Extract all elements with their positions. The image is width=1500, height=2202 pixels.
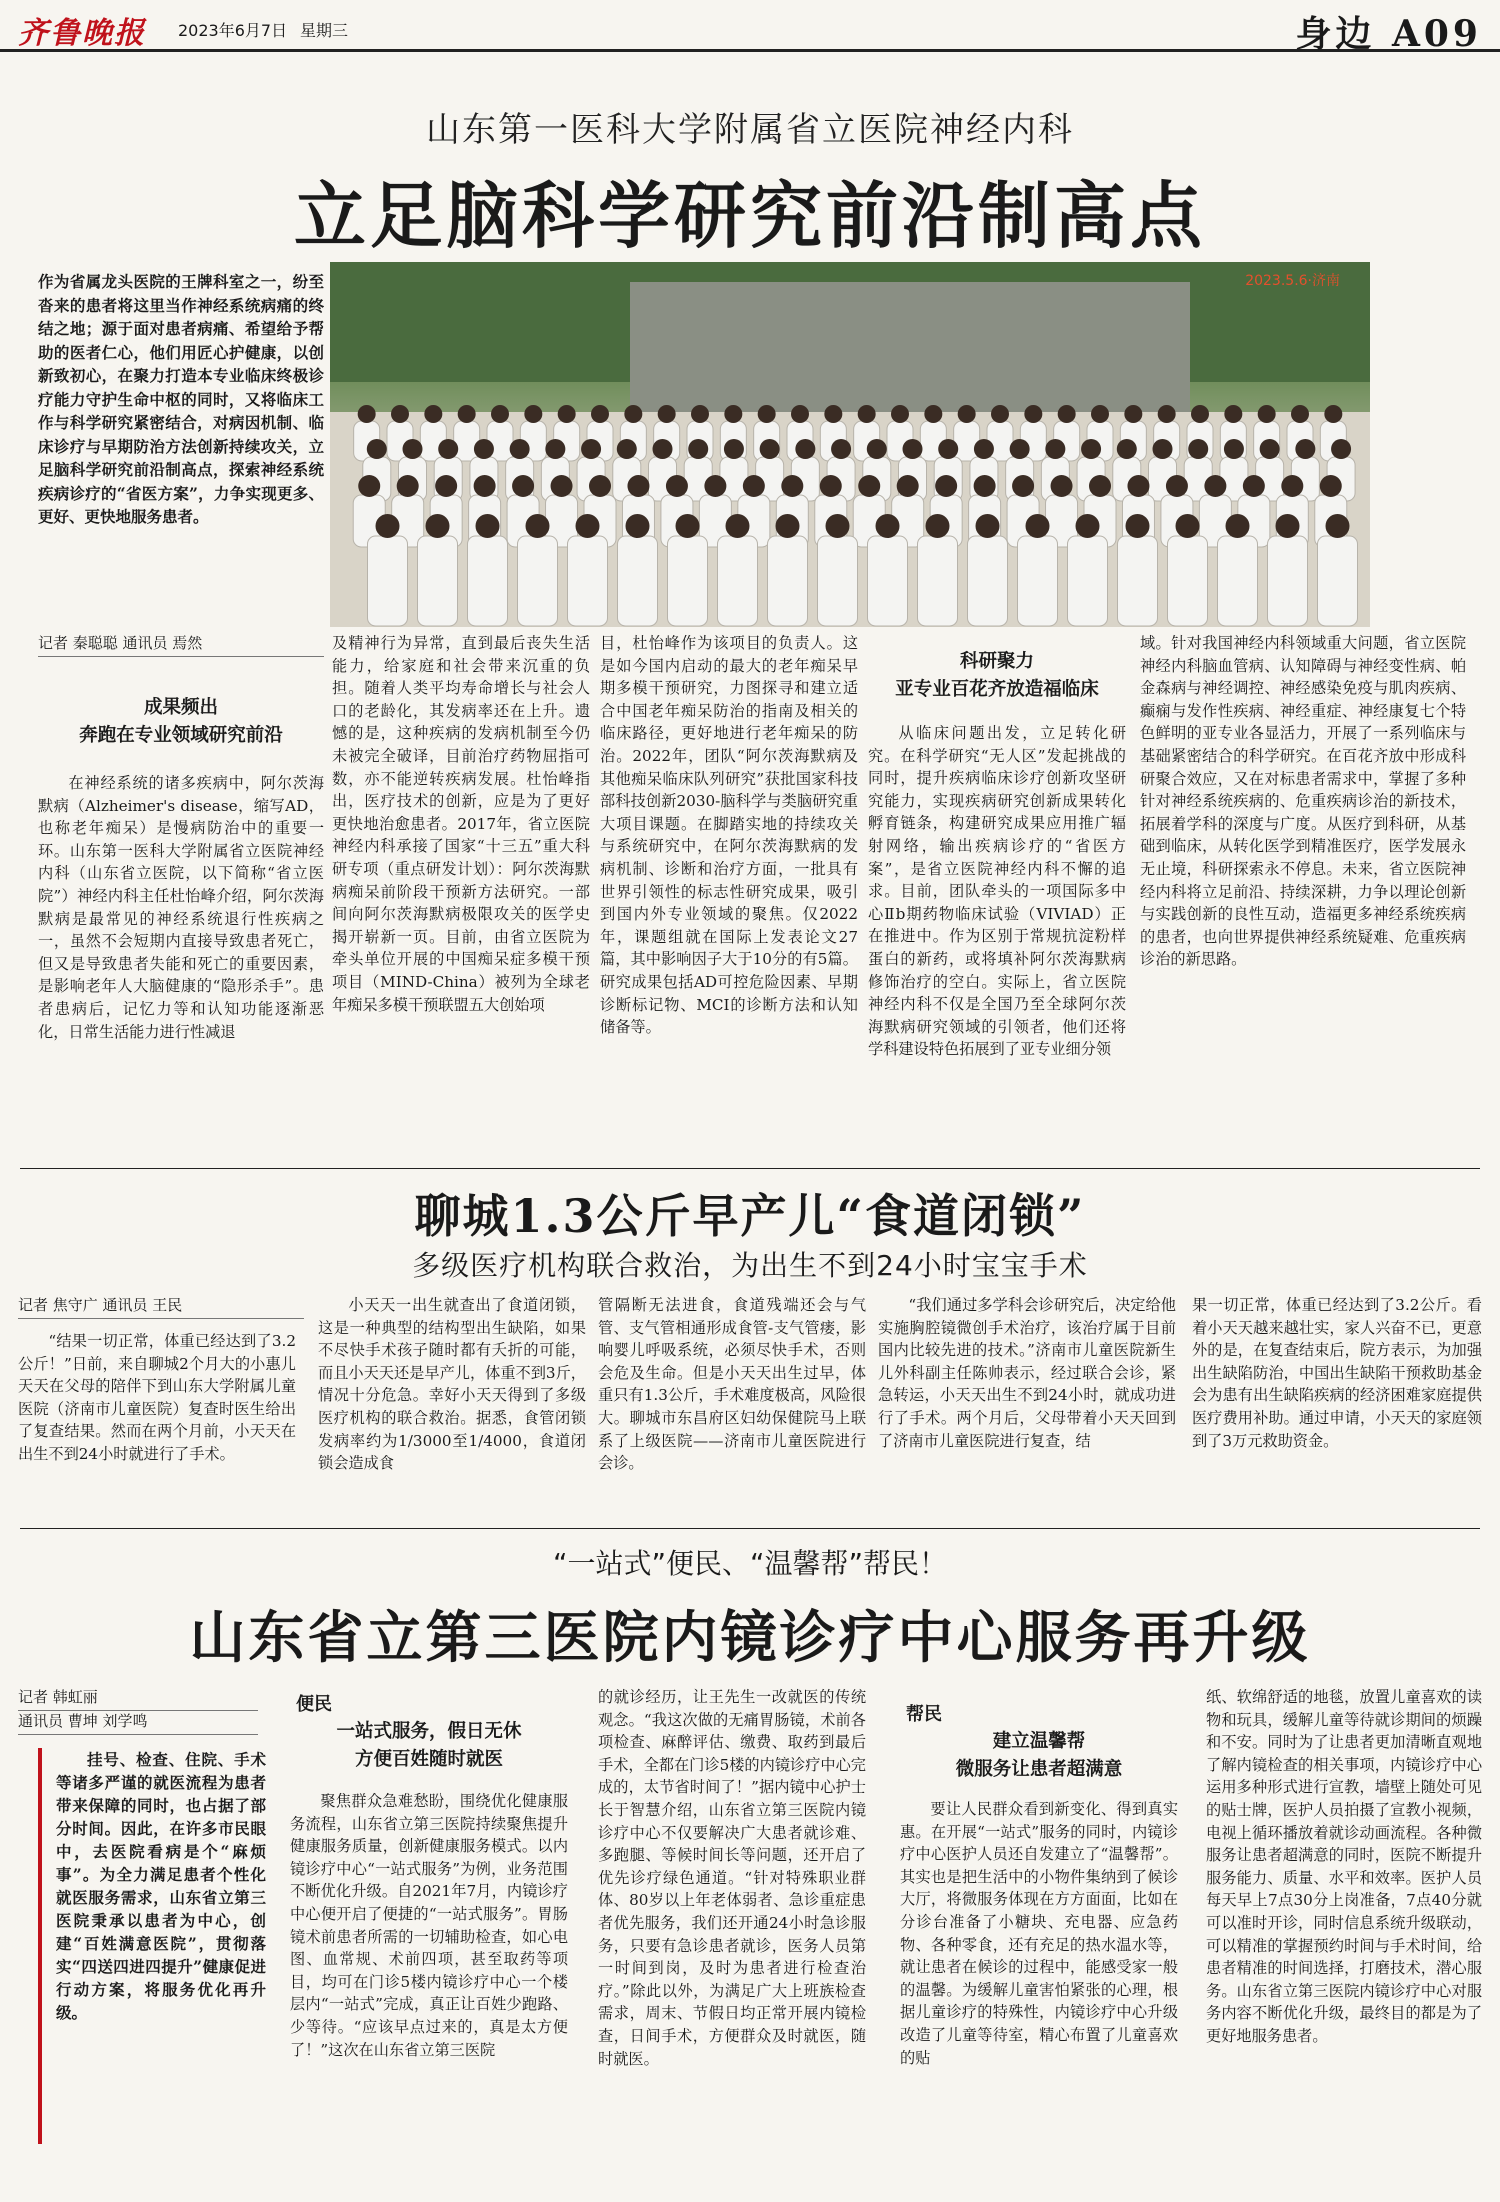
- story3-column-2-text: 聚焦群众急难愁盼，围绕优化健康服务流程，山东省立第三医院持续聚焦提升健康服务质量，创新健康服务模式。以内镜诊疗中心“一站式服务”为例，业务范围不断优化升级。自2021年7月，内镜诊疗中心便开启了便捷的“一站式服务”。胃肠镜术前患者所需的一切辅助检查，如心电图、血常规、术前四项，甚至取药等项目，均可在门诊5楼内镜诊疗中心一个楼层内“一站式”完成，真正让百姓少跑路、少等待。“应该早点过来的，真是太方便了！”这次在山东省立第三医院: [290, 1792, 568, 2059]
- person-head: [820, 475, 842, 497]
- person-head: [903, 439, 923, 459]
- person-head: [658, 405, 676, 423]
- person-body: [718, 536, 758, 626]
- story3-kicker: “一站式”便民、“温馨帮”帮民！: [552, 1547, 948, 1580]
- masthead: [0, 0, 1500, 55]
- person-head: [1331, 439, 1351, 459]
- story3-byline-1: 记者 韩虹丽: [18, 1686, 258, 1711]
- person-head: [1166, 475, 1188, 497]
- person-head: [1324, 405, 1342, 423]
- person-head: [358, 475, 380, 497]
- story2-headline: 聊城1.3公斤早产儿“食道闭锁”: [414, 1189, 1086, 1243]
- story3-column-5-text: 纸、软绵舒适的地毯，放置儿童喜欢的读物和玩具，缓解儿童等待就诊期间的烦躁和不安。同时为了让患者更加清晰直观地了解内镜检查的相关事项，内镜诊疗中心运用多种形式进行宣教，墙壁上随处可见的贴士牌，医护人员拍摄了宣教小视频，电视上循环播放着就诊动画流程。各种微服务让患者超满意的同时，医院不断提升服务能力、质量、水平和效率。医护人员每天早上7点30分上岗准备，7点40分就可以准时开诊，同时信息系统升级联动，可以精准的掌握预约时间与手术时间，给患者精准的时间选择，打磨技术，潜心服务。山东省立第三医院内镜诊疗中心对服务内容不断优化升级，最终目的都是为了更好地服务患者。: [1206, 1688, 1482, 2045]
- person-head: [476, 514, 500, 538]
- person-head: [1081, 439, 1101, 459]
- story3-subhead-line-1: 一站式服务，假日无休: [336, 1721, 522, 1742]
- person-head: [438, 439, 458, 459]
- person-head: [826, 514, 850, 538]
- story2-column-4-text: “我们通过多学科会诊研究后，决定给他实施胸腔镜微创手术治疗，该治疗属于目前国内比较先进的技术。”济南市儿童医院新生儿外科副主任陈帅表示，经过联合会诊，紧急转运，小天天出生不到24小时，就成功进行了手术。两个月后，父母带着小天天回到了济南市儿童医院进行复查，结: [878, 1296, 1176, 1450]
- person-head: [1158, 405, 1176, 423]
- person-body: [368, 536, 408, 626]
- person-head: [876, 514, 900, 538]
- person-head: [704, 475, 726, 497]
- person-head: [1127, 475, 1149, 497]
- story1-column-1-text: 在神经系统的诸多疾病中，阿尔茨海默病（Alzheimer's disease，缩写AD，也称老年痴呆）是慢病防治中的重要一环。山东第一医科大学附属省立医院神经内科（山东省立医院，以下简称“省立医院”）神经内科主任杜怡峰介绍，阿尔茨海默病是最常见的神经系统退行性疾病之一，虽然不会短期内直接导致患者死亡，但又是导致患者失能和死亡的重要因素，是影响老年人大脑健康的“隐形杀手”。患者患病后，记忆力等和认知功能逐渐恶化，日常生活能力进行性减退: [38, 774, 324, 1041]
- issue-date: 2023年6月7日: [178, 21, 288, 40]
- story1-byline: 记者 秦聪聪 通讯员 焉然: [38, 632, 324, 657]
- person-head: [760, 439, 780, 459]
- person-head: [776, 514, 800, 538]
- story2-column-2-text: 小天天一出生就查出了食道闭锁，这是一种典型的结构型出生缺陷，如果不尽快手术孩子随时都有夭折的可能，而且小天天还是早产儿，体重不到3斤，情况十分危急。幸好小天天得到了多级医疗机构的联合救治。据悉，食管闭锁发病率约为1/3000至1/4000，食道闭锁会造成食: [318, 1296, 586, 1473]
- person-head: [627, 475, 649, 497]
- person-head: [1260, 439, 1280, 459]
- person-body: [954, 421, 980, 461]
- person-head: [1224, 439, 1244, 459]
- person-head: [1276, 514, 1300, 538]
- story3-label-1: 便民: [296, 1694, 332, 1715]
- person-head: [435, 475, 457, 497]
- person-head: [867, 439, 887, 459]
- person-head: [1012, 475, 1034, 497]
- person-body: [418, 536, 458, 626]
- person-head: [426, 514, 450, 538]
- person-head: [1326, 514, 1350, 538]
- person-head: [581, 439, 601, 459]
- story2-column-1-text: “结果一切正常，体重已经达到了3.2公斤！”日前，来自聊城2个月大的小惠儿天天在父母的陪伴下到山东大学附属儿童医院（济南市儿童医院）复查时医生给出了复查结果。然而在两个月前，小天天在出生不到24小时就进行了手术。: [18, 1332, 296, 1463]
- story1-subhead-1: [38, 694, 324, 750]
- person-head: [551, 475, 573, 497]
- person-head: [545, 439, 565, 459]
- person-head: [974, 439, 994, 459]
- person-head: [926, 514, 950, 538]
- person-head: [424, 405, 442, 423]
- person-head: [1226, 514, 1250, 538]
- person-head: [1026, 514, 1050, 538]
- story2-byline: 记者 焦守广 通讯员 王民: [18, 1294, 304, 1319]
- person-body: [1220, 457, 1248, 501]
- person-head: [991, 405, 1009, 423]
- person-head: [512, 475, 534, 497]
- person-head: [576, 514, 600, 538]
- person-head: [1320, 475, 1342, 497]
- person-head: [653, 439, 673, 459]
- person-head: [1243, 475, 1265, 497]
- story2-subtitle: 多级医疗机构联合救治，为出生不到24小时宝宝手术: [412, 1249, 1088, 1282]
- person-head: [743, 475, 765, 497]
- person-body: [768, 536, 808, 626]
- person-head: [824, 405, 842, 423]
- story3-subhead-2: [900, 1728, 1178, 1784]
- person-head: [781, 475, 803, 497]
- person-head: [938, 439, 958, 459]
- person-head: [591, 405, 609, 423]
- story3-headline: 山东省立第三医院内镜诊疗中心服务再升级: [189, 1605, 1311, 1671]
- person-head: [924, 405, 942, 423]
- person-body: [968, 536, 1008, 626]
- story2-column-4: [878, 1294, 1176, 1520]
- person-body: [918, 536, 958, 626]
- person-head: [1126, 514, 1150, 538]
- story3-column-4-text: 要让人民群众看到新变化、得到真实惠。在开展“一站式”服务的同时，内镜诊疗中心医护人员还自发建立了“温馨帮”。其实也是把生活中的小物件集纳到了候诊大厅，将微服务体现在方方面面，比如在分诊台准备了小糖块、充电器、应急药物、各种零食，还有充足的热水温水等，就让患者在候诊的过程中，能感受家一般的温馨。为缓解儿童害怕紧张的心理，根据儿童诊疗的特殊性，内镜诊疗中心升级改造了儿童等待室，精心布置了儿童喜欢的贴: [900, 1800, 1178, 2067]
- person-head: [474, 475, 496, 497]
- story1-subhead-line-3: 科研聚力: [959, 651, 1034, 672]
- story3-column-5: [1206, 1686, 1482, 2182]
- person-head: [1089, 475, 1111, 497]
- person-body: [468, 536, 508, 626]
- person-body: [1268, 536, 1308, 626]
- person-body: [1068, 536, 1108, 626]
- person-head: [1153, 439, 1173, 459]
- story1-column-2: [332, 632, 590, 1177]
- story3-label-2: 帮民: [906, 1704, 942, 1725]
- person-head: [791, 405, 809, 423]
- story3-column-4: [900, 1798, 1178, 2182]
- person-head: [558, 405, 576, 423]
- person-head: [1024, 405, 1042, 423]
- person-head: [1224, 405, 1242, 423]
- person-head: [1045, 439, 1065, 459]
- story1-column-3-text: 目，杜怡峰作为该项目的负责人。这是如今国内启动的最大的老年痴呆早期多模干预研究，力图探寻和建立适合中国老年痴呆防治的指南及相关的临床路径，更好地进行老年痴呆的防治。2022年，团队“阿尔茨海默病及其他痴呆临床队列研究”获批国家科技部科技创新2030-脑科学与类脑研究重大项目课题。在脚踏实地的持续攻关与系统研究中，在阿尔茨海默病的发病机制、诊断和治疗方面，一批具有世界引领性的标志性研究成果，吸引到国内外专业领域的聚焦。仅2022年，课题组就在国际上发表论文27篇，其中影响因子大于10分的有5篇。研究成果包括AD可控危险因素、早期诊断标记物、MCI的诊断方法和认知储备等。: [600, 634, 858, 1037]
- person-body: [518, 536, 558, 626]
- person-head: [491, 405, 509, 423]
- story1-kicker: 山东第一医科大学附属省立医院神经内科: [426, 110, 1074, 150]
- newspaper-logo: 齐鲁晚报: [18, 16, 146, 51]
- person-head: [403, 439, 423, 459]
- person-body: [1168, 536, 1208, 626]
- story3-column-2: [290, 1790, 568, 2182]
- person-body: [568, 536, 608, 626]
- story1-column-3: [600, 632, 858, 1177]
- story2-column-2: [318, 1294, 586, 1520]
- person-head: [367, 439, 387, 459]
- person-head: [1076, 514, 1100, 538]
- person-head: [897, 475, 919, 497]
- person-body: [1018, 536, 1058, 626]
- story3-column-3: [598, 1686, 866, 2182]
- person-head: [688, 439, 708, 459]
- story3-sidebar-text: 挂号、检查、住院、手术等诸多严谨的就医流程为患者带来保障的同时，也占据了部分时间。因此，在许多市民眼中，去医院看病是个“麻烦事”。为全力满足患者个性化就医服务需求，山东省立第三医院秉承以患者为中心，创建“百姓满意医院”，贯彻落实“四送四进四提升”健康促进行动方案，将服务优化再升级。: [56, 1750, 266, 2022]
- story1-subhead-2: [868, 648, 1126, 704]
- story3-subhead-1: [290, 1718, 568, 1774]
- story2-column-5: [1192, 1294, 1482, 1520]
- issue-weekday: 星期三: [300, 21, 349, 40]
- person-head: [691, 405, 709, 423]
- person-head: [391, 405, 409, 423]
- story3-byline-2: 通讯员 曹坤 刘学鸣: [18, 1710, 258, 1735]
- person-body: [1318, 536, 1358, 626]
- person-head: [726, 514, 750, 538]
- story2-column-1: [18, 1330, 296, 1520]
- person-head: [935, 475, 957, 497]
- person-body: [618, 536, 658, 626]
- story3-subhead-line-3: 建立温馨帮: [992, 1731, 1086, 1752]
- person-head: [831, 439, 851, 459]
- person-head: [524, 405, 542, 423]
- person-head: [1010, 439, 1030, 459]
- story1-column-2-text: 及精神行为异常，直到最后丧失生活能力，给家庭和社会带来沉重的负担。随着人类平均寿命增长与社会人口的老龄化，其发病率还在上升。遗憾的是，这种疾病的发病机制至今仍未被完全破译，目前治疗药物屈指可数，亦不能逆转疾病发展。杜怡峰指出，医疗技术的创新，应是为了更好更快地治愈患者。2017年，省立医院神经内科承接了国家“十三五”重大科研专项（重点研发计划）：阿尔茨海默病痴呆前阶段干预新方法研究。一部间向阿尔茨海默病极限攻关的医学史揭开崭新一页。目前，由省立医院为牵头单位开展的中国痴呆症多模干预项目（MIND-China）被列为全球老年痴呆多模干预联盟五大创始项: [332, 634, 590, 1014]
- person-head: [1091, 405, 1109, 423]
- person-head: [1176, 514, 1200, 538]
- group-photo: [330, 262, 1370, 627]
- person-head: [1295, 439, 1315, 459]
- section-page-label: 身边 A09: [1295, 13, 1482, 55]
- person-head: [376, 514, 400, 538]
- story1-lead: 作为省属龙头医院的王牌科室之一，纷至沓来的患者将这里当作神经系统病痛的终结之地；源于面对患者病痛、希望给予帮助的医者仁心，他们用匠心护健康，以创新致初心，在聚力打造本专业临床终极诊疗能力守护生命中枢的同时，又将临床工作与科学研究紧密结合，对病因机制、临床诊疗与早期防治方法创新持续攻关，立足脑科学研究前沿制高点，探索神经系统疾病诊疗的“省医方案”，力争实现更多、更好、更快地服务患者。: [38, 272, 324, 526]
- person-body: [668, 536, 708, 626]
- story3-column-3-text: 的就诊经历，让王先生一改就医的传统观念。“我这次做的无痛胃肠镜，术前各项检查、麻醉评估、缴费、取药到最后手术，全都在门诊5楼的内镜诊疗中心完成的，太节省时间了！”据内镜中心护士长于智慧介绍，山东省立第三医院内镜诊疗中心不仅要解决广大患者就诊难、多跑腿、等候时间长等问题，还开启了优先诊疗绿色通道。“针对特殊职业群体、80岁以上年老体弱者、急诊重症患者优先服务，我们还开通24小时急诊服务，只要有急诊患者就诊，医务人员第一时间到岗，及时为患者进行检查治疗。”除此以外，为满足广大上班族检查需求，周末、节假日均正常开展内镜检查，日间手术，方便群众及时就医，随时就医。: [598, 1688, 866, 2068]
- person-head: [724, 439, 744, 459]
- person-head: [626, 514, 650, 538]
- photo-stamp: 2023.5.6·济南: [1245, 273, 1340, 289]
- person-head: [1191, 405, 1209, 423]
- story1-column-1: [38, 772, 324, 1177]
- story1-subhead-line-4: 亚专业百花齐放造福临床: [895, 679, 1099, 700]
- person-head: [458, 405, 476, 423]
- person-body: [454, 421, 480, 461]
- story3-subhead-line-2: 方便百姓随时就医: [354, 1749, 503, 1770]
- story1-subhead-line-2: 奔跑在专业领域研究前沿: [79, 725, 283, 746]
- person-head: [397, 475, 419, 497]
- person-head: [526, 514, 550, 538]
- person-body: [1218, 536, 1258, 626]
- person-head: [958, 405, 976, 423]
- person-head: [891, 405, 909, 423]
- group-photo-illustration: [330, 262, 1370, 627]
- story2-column-3: [598, 1294, 866, 1520]
- person-head: [1281, 475, 1303, 497]
- person-head: [1258, 405, 1276, 423]
- person-body: [818, 536, 858, 626]
- person-head: [1124, 405, 1142, 423]
- person-head: [624, 405, 642, 423]
- person-head: [617, 439, 637, 459]
- person-body: [868, 536, 908, 626]
- person-head: [795, 439, 815, 459]
- person-head: [1204, 475, 1226, 497]
- person-head: [510, 439, 530, 459]
- story1-column-4: [868, 722, 1126, 1177]
- person-head: [974, 475, 996, 497]
- divider-rule-2: [20, 1528, 1480, 1529]
- person-head: [758, 405, 776, 423]
- person-head: [474, 439, 494, 459]
- person-head: [589, 475, 611, 497]
- story1-column-5: [1140, 632, 1466, 1177]
- story1-headline: 立足脑科学研究前沿制高点: [293, 173, 1206, 258]
- story1-column-5-text: 域。针对我国神经内科领域重大问题，省立医院神经内科脑血管病、认知障碍与神经变性病、帕金森病与神经调控、神经感染免疫与肌肉疾病、癫痫与发作性疾病、神经重症、神经康复七个特色鲜明的亚专业各显活力，开展了一系列临床与基础紧密结合的科学研究。在百花齐放中形成科研聚合效应，又在对标患者需求中，掌握了多种针对神经系统疾病的、危重疾病诊治的新技术，拓展着学科的深度与广度。从医疗到科研，从基础到临床，从转化医学到精准医疗，医学发展永无止境，科研探索永不停息。未来，省立医院神经内科将立足前沿、持续深耕，力争以理论创新与实践创新的良性互动，造福更多神经系统疾病的患者，也向世界提供神经系统疑难、危重疾病诊治的新思路。: [1140, 634, 1466, 969]
- story1-column-4-text: 从临床问题出发，立足转化研究。在科学研究“无人区”发起挑战的同时，提升疾病临床诊疗创新攻坚研究能力，实现疾病研究创新成果转化孵育链条，构建研究成果应用推广辐射网络，输出疾病诊疗的“省医方案”，是省立医院神经内科不懈的追求。目前，团队牵头的一项国际多中心Ⅱb期药物临床试验（VIVIAD）正在推进中。作为区别于常规抗淀粉样蛋白的新药，或将填补阿尔茨海默病修饰治疗的空白。实际上，省立医院神经内科不仅是全国乃至全球阿尔茨海默病研究领域的引领者，他们还将学科建设特色拓展到了亚专业细分领: [868, 724, 1126, 1059]
- person-body: [1118, 536, 1158, 626]
- person-head: [976, 514, 1000, 538]
- person-head: [1117, 439, 1137, 459]
- person-head: [1058, 405, 1076, 423]
- story3-sidebar-intro: [38, 1748, 266, 2144]
- story3-subhead-line-4: 微服务让患者超满意: [955, 1759, 1123, 1780]
- person-head: [858, 475, 880, 497]
- person-head: [1188, 439, 1208, 459]
- person-head: [1051, 475, 1073, 497]
- person-head: [724, 405, 742, 423]
- person-head: [858, 405, 876, 423]
- story2-column-3-text: 管隔断无法进食，食道残端还会与气管、支气管相通形成食管-支气管瘘，影响婴儿呼吸系统，必须尽快手术，否则会危及生命。但是小天天出生过早，体重只有1.3公斤，手术难度极高，风险很大。聊城市东昌府区妇幼保健院马上联系了上级医院——济南市儿童医院进行会诊。: [598, 1296, 866, 1473]
- person-head: [1291, 405, 1309, 423]
- person-head: [666, 475, 688, 497]
- person-head: [676, 514, 700, 538]
- story1-subhead-line-1: 成果频出: [143, 697, 218, 718]
- divider-rule: [20, 1168, 1480, 1169]
- person-head: [358, 405, 376, 423]
- story2-column-5-text: 果一切正常，体重已经达到了3.2公斤。看着小天天越来越壮实，家人兴奋不已，更意外的是，在复查结束后，院方表示，为加强出生缺陷防治，中国出生缺陷干预救助基金会为患有出生缺陷疾病的经济困难家庭提供医疗费用补助。通过申请，小天天的家庭领到了3万元救助资金。: [1192, 1296, 1482, 1450]
- person-body: [720, 457, 748, 501]
